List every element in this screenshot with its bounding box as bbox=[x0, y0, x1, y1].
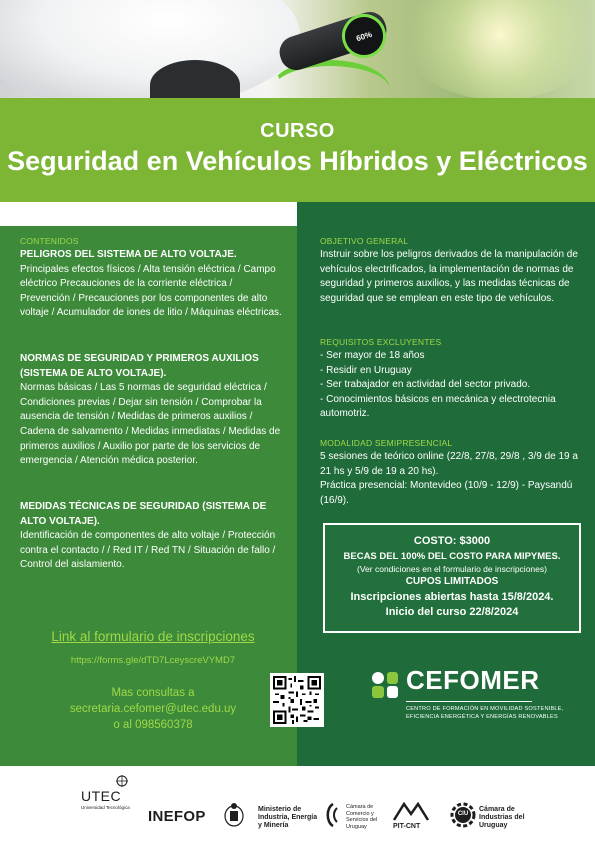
objective-text: Instruir sobre los peligros derivados de la manipulación de vehículos electrificados, la implementación de normas de seguridad y primeros auxilios, y las medidas técnicas de seguridad que se emplean en este tipo de vehículos. bbox=[320, 249, 578, 304]
cefomer-name: CEFOMER bbox=[406, 665, 540, 695]
enrollment-deadline: Inscripciones abiertas hasta 15/8/2024. bbox=[350, 591, 554, 603]
content-block-2 bbox=[20, 352, 284, 469]
requirement-item: - Residir en Uruguay bbox=[320, 364, 412, 376]
cost-scholarship: BECAS DEL 100% DEL COSTO PARA MIPYMES. bbox=[343, 551, 561, 562]
requirement-item: - Ser trabajador en actividad del sector privado. bbox=[320, 379, 531, 391]
content-block-2-body: Normas básicas / Las 5 normas de seguridad eléctrica / Condiciones previas / Dejar sin tensión / Comprobar la ausencia de tensión / Medidas de primeros auxilios / Cadena de salvamento / Medidas inmediatas / Medidas de primeros auxilios / Auxilio por parte de los servicios de emergencia / Atención médica posterior. bbox=[20, 382, 281, 467]
requirements-list bbox=[320, 349, 582, 422]
course-start: Inicio del curso 22/8/2024 bbox=[385, 606, 519, 618]
requirements-label: REQUISITOS EXCLUYENTES bbox=[320, 337, 442, 347]
utec-logo: UTEC bbox=[81, 788, 122, 804]
contact-email[interactable]: secretaria.cefomer@utec.edu.uy bbox=[69, 703, 237, 715]
content-block-1-heading: PELIGROS DEL SISTEMA DE ALTO VOLTAJE. bbox=[20, 249, 237, 260]
content-block-3-body: Identificación de componentes de alto voltaje / Protección contra el contacto / / Red IT / Red TN / Situación de fallo / Control del aislamiento. bbox=[20, 530, 276, 571]
course-title: Seguridad en Vehículos Híbridos y Eléctricos bbox=[7, 146, 588, 176]
qr-code[interactable] bbox=[270, 673, 324, 727]
pitcnt-mark-icon bbox=[392, 802, 430, 822]
requirements-section bbox=[320, 337, 582, 422]
content-block-3 bbox=[20, 500, 284, 573]
cefomer-subtitle: CENTRO DE FORMACIÓN EN MOVILIDAD SOSTENIBLE, EFICIENCIA ENERGÉTICA Y ENERGÍAS RENOVABLES bbox=[406, 706, 564, 720]
content-block-1-body: Principales efectos físicos / Alta tensión eléctrica / Campo eléctrico Precauciones de la corriente eléctrica / Prevención / Precauciones por los componentes de alto voltaje / Acumulador de iones de litio / Máquinas eléctricas. bbox=[20, 263, 282, 319]
battery-gauge-icon bbox=[336, 8, 391, 63]
cefomer-divider bbox=[406, 701, 532, 702]
contact-info bbox=[38, 685, 268, 733]
title-band bbox=[0, 98, 595, 202]
sunlight-glow bbox=[400, 0, 595, 98]
contents-label: CONTENIDOS bbox=[20, 236, 79, 246]
modality-line: Práctica presencial: Montevideo (10/9 - 12/9) - Paysandú (16/9). bbox=[320, 480, 573, 506]
requirement-item: - Ser mayor de 18 años bbox=[320, 350, 425, 361]
qr-code-icon bbox=[273, 676, 321, 724]
utec-mark-icon bbox=[115, 774, 129, 788]
contents-section bbox=[20, 236, 284, 321]
requirement-item: - Conocimientos básicos en mecánica y electrotecnia automotriz. bbox=[320, 393, 556, 420]
course-kicker: CURSO bbox=[260, 120, 335, 142]
contact-intro: Mas consultas a bbox=[111, 687, 195, 699]
registration-form-link[interactable]: Link al formulario de inscripciones bbox=[51, 629, 255, 644]
battery-gauge-value: 60% bbox=[354, 29, 373, 43]
ciu-abbrev: CIU bbox=[457, 811, 469, 817]
pitcnt-logo: PIT-CNT bbox=[393, 823, 421, 830]
sponsor-footer bbox=[0, 766, 595, 841]
content-block-1 bbox=[20, 248, 284, 321]
inefop-logo: INEFOP bbox=[148, 808, 206, 825]
cost-box bbox=[323, 523, 581, 633]
content-block-3-heading: MEDIDAS TÉCNICAS DE SEGURIDAD (SISTEMA DE ALTO VOLTAJE). bbox=[20, 501, 267, 527]
ministerio-logo: Ministerio de Industria, Energía y Minería bbox=[258, 806, 318, 829]
cost-price: COSTO: $3000 bbox=[413, 535, 491, 547]
uruguay-coat-of-arms-icon bbox=[222, 802, 246, 828]
hero-photo bbox=[0, 0, 595, 98]
cost-note: (Ver condiciones en el formulario de inscripciones) bbox=[357, 564, 547, 574]
camara-industrias-logo: Cámara de Industrias del Uruguay bbox=[479, 806, 525, 829]
objective-label: OBJETIVO GENERAL bbox=[320, 236, 409, 246]
camara-comercio-logo: Cámara de Comercio y Servicios del Uruguay bbox=[346, 804, 378, 830]
modality-label: MODALIDAD SEMIPRESENCIAL bbox=[320, 438, 453, 448]
content-block-2-heading: NORMAS DE SEGURIDAD Y PRIMEROS AUXILIOS (SISTEMA DE ALTO VOLTAJE). bbox=[20, 353, 259, 379]
modality-line: 5 sesiones de teórico online (22/8, 27/8, 29/8 , 3/9 de 19 a 21 hs y 5/9 de 19 a 20 hs). bbox=[320, 451, 578, 477]
modality-details bbox=[320, 450, 582, 508]
cost-limited: CUPOS LIMITADOS bbox=[405, 576, 499, 587]
modality-section bbox=[320, 438, 582, 508]
utec-subtitle: Universidad Tecnológica bbox=[81, 805, 130, 810]
objective-section bbox=[320, 236, 582, 306]
cefomer-logo-icon bbox=[370, 670, 400, 700]
registration-form-url[interactable]: https://forms.gle/dTD7LceyscreVYMD7 bbox=[70, 655, 236, 666]
camara-comercio-mark-icon bbox=[322, 802, 344, 828]
contact-phone: o al 098560378 bbox=[113, 719, 193, 731]
